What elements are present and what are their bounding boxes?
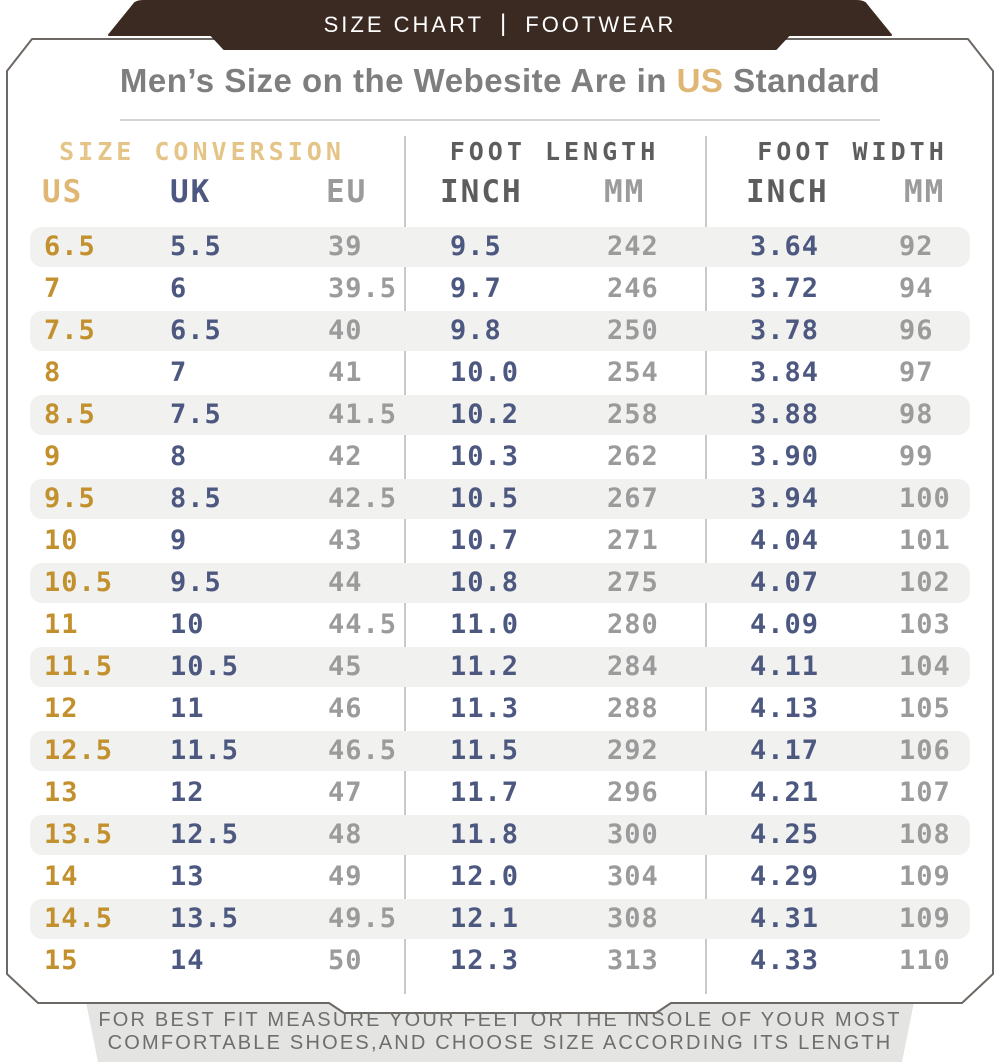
table-row: [30, 227, 970, 267]
table-cell: 104: [899, 651, 951, 682]
table-row: [30, 605, 970, 645]
table-cell: 46: [328, 693, 363, 724]
table-cell: 10.3: [450, 441, 520, 472]
column-header-length-inch: INCH: [440, 174, 523, 210]
table-cell: 10.5: [450, 483, 520, 514]
table-cell: 11.7: [450, 777, 520, 808]
table-cell: 7.5: [170, 399, 222, 430]
table-cell: 9.5: [44, 483, 96, 514]
title-suffix: Standard: [723, 62, 881, 99]
table-cell: 284: [607, 651, 659, 682]
table-cell: 3.90: [750, 441, 820, 472]
table-cell: 4.21: [750, 777, 820, 808]
table-cell: 50: [328, 945, 363, 976]
table-row: [30, 857, 970, 897]
table-row: [30, 269, 970, 309]
table-cell: 108: [899, 819, 951, 850]
table-cell: 5.5: [170, 231, 222, 262]
table-cell: 11.0: [450, 609, 520, 640]
footer-note-line1: FOR BEST FIT MEASURE YOUR FEET OR THE INSOLE OF YOUR MOST: [98, 1009, 902, 1031]
table-cell: 44: [328, 567, 363, 598]
table-cell: 13: [44, 777, 79, 808]
table-cell: 39: [328, 231, 363, 262]
table-cell: 4.33: [750, 945, 820, 976]
column-header-us: US: [42, 174, 84, 210]
table-row: [30, 647, 970, 687]
table-cell: 8.5: [44, 399, 96, 430]
table-cell: 254: [607, 357, 659, 388]
table-cell: 109: [899, 903, 951, 934]
table-cell: 280: [607, 609, 659, 640]
table-cell: 9.5: [170, 567, 222, 598]
table-cell: 49.5: [328, 903, 398, 934]
table-cell: 12.5: [44, 735, 114, 766]
table-cell: 98: [899, 399, 934, 430]
table-cell: 3.84: [750, 357, 820, 388]
table-cell: 246: [607, 273, 659, 304]
table-cell: 13.5: [44, 819, 114, 850]
column-header-width-inch: INCH: [746, 174, 829, 210]
table-cell: 14: [170, 945, 205, 976]
table-cell: 250: [607, 315, 659, 346]
table-cell: 103: [899, 609, 951, 640]
table-cell: 8: [44, 357, 62, 388]
table-cell: 10.2: [450, 399, 520, 430]
table-row: [30, 899, 970, 939]
table-cell: 11: [44, 609, 79, 640]
table-cell: 288: [607, 693, 659, 724]
table-cell: 10.5: [170, 651, 240, 682]
table-cell: 11.2: [450, 651, 520, 682]
table-row: [30, 437, 970, 477]
title-underline: [120, 119, 880, 121]
table-cell: 106: [899, 735, 951, 766]
table-cell: 13: [170, 861, 205, 892]
footer-note-line2: COMFORTABLE SHOES,AND CHOOSE SIZE ACCORDING ITS LENGTH: [107, 1032, 893, 1054]
footer-note: [0, 1009, 1000, 1055]
table-cell: 10: [170, 609, 205, 640]
table-cell: 45: [328, 651, 363, 682]
table-cell: 47: [328, 777, 363, 808]
table-cell: 7.5: [44, 315, 96, 346]
table-cell: 304: [607, 861, 659, 892]
table-row: [30, 731, 970, 771]
banner-left-label: SIZE CHART: [323, 12, 485, 37]
table-cell: 46.5: [328, 735, 398, 766]
table-cell: 7: [44, 273, 62, 304]
table-cell: 15: [44, 945, 79, 976]
table-cell: 12: [170, 777, 205, 808]
table-cell: 49: [328, 861, 363, 892]
table-cell: 4.09: [750, 609, 820, 640]
table-cell: 4.11: [750, 651, 820, 682]
table-cell: 4.29: [750, 861, 820, 892]
table-cell: 10.5: [44, 567, 114, 598]
table-cell: 275: [607, 567, 659, 598]
table-cell: 3.78: [750, 315, 820, 346]
table-cell: 3.64: [750, 231, 820, 262]
table-cell: 48: [328, 819, 363, 850]
table-cell: 8: [170, 441, 188, 472]
table-cell: 39.5: [328, 273, 398, 304]
table-cell: 296: [607, 777, 659, 808]
table-cell: 3.88: [750, 399, 820, 430]
table-cell: 99: [899, 441, 934, 472]
table-cell: 4.25: [750, 819, 820, 850]
table-cell: 40: [328, 315, 363, 346]
table-row: [30, 941, 970, 981]
table-cell: 3.94: [750, 483, 820, 514]
table-cell: 10.8: [450, 567, 520, 598]
table-cell: 11.8: [450, 819, 520, 850]
table-cell: 11.5: [450, 735, 520, 766]
table-cell: 3.72: [750, 273, 820, 304]
table-cell: 4.17: [750, 735, 820, 766]
table-cell: 14.5: [44, 903, 114, 934]
table-row: [30, 353, 970, 393]
table-cell: 12.0: [450, 861, 520, 892]
table-cell: 12: [44, 693, 79, 724]
table-cell: 14: [44, 861, 79, 892]
table-cell: 13.5: [170, 903, 240, 934]
table-cell: 12.5: [170, 819, 240, 850]
table-cell: 10: [44, 525, 79, 556]
table-cell: 267: [607, 483, 659, 514]
table-cell: 42.5: [328, 483, 398, 514]
table-cell: 6.5: [44, 231, 96, 262]
table-cell: 4.04: [750, 525, 820, 556]
table-cell: 102: [899, 567, 951, 598]
table-cell: 44.5: [328, 609, 398, 640]
table-row: [30, 311, 970, 351]
table-cell: 12.1: [450, 903, 520, 934]
table-row: [30, 815, 970, 855]
banner-separator: |: [500, 10, 510, 37]
table-cell: 258: [607, 399, 659, 430]
table-cell: 7: [170, 357, 188, 388]
table-cell: 313: [607, 945, 659, 976]
table-cell: 94: [899, 273, 934, 304]
table-cell: 110: [899, 945, 951, 976]
table-cell: 12.3: [450, 945, 520, 976]
table-cell: 4.31: [750, 903, 820, 934]
table-cell: 92: [899, 231, 934, 262]
table-row: [30, 773, 970, 813]
table-cell: 292: [607, 735, 659, 766]
table-cell: 9.8: [450, 315, 502, 346]
table-cell: 97: [899, 357, 934, 388]
table-cell: 105: [899, 693, 951, 724]
table-cell: 43: [328, 525, 363, 556]
table-cell: 10.0: [450, 357, 520, 388]
banner: [0, 7, 1000, 43]
table-cell: 6: [170, 273, 188, 304]
table-cell: 9: [44, 441, 62, 472]
table-cell: 308: [607, 903, 659, 934]
table-cell: 11.5: [44, 651, 114, 682]
column-header-length-mm: MM: [604, 174, 646, 210]
table-cell: 4.13: [750, 693, 820, 724]
table-cell: 10.7: [450, 525, 520, 556]
table-cell: 100: [899, 483, 951, 514]
table-cell: 11.5: [170, 735, 240, 766]
table-cell: 8.5: [170, 483, 222, 514]
group-header-foot-width: FOOT WIDTH: [757, 137, 948, 166]
table-cell: 11: [170, 693, 205, 724]
table-cell: 107: [899, 777, 951, 808]
table-cell: 9.7: [450, 273, 502, 304]
table-cell: 41.5: [328, 399, 398, 430]
table-cell: 11.3: [450, 693, 520, 724]
table-cell: 6.5: [170, 315, 222, 346]
table-cell: 271: [607, 525, 659, 556]
table-cell: 9.5: [450, 231, 502, 262]
table-cell: 96: [899, 315, 934, 346]
group-header-foot-length: FOOT LENGTH: [449, 137, 660, 166]
table-row: [30, 521, 970, 561]
column-header-uk: UK: [170, 174, 212, 210]
table-row: [30, 689, 970, 729]
title-highlight-us: US: [676, 62, 724, 99]
table-cell: 109: [899, 861, 951, 892]
table-cell: 9: [170, 525, 188, 556]
table-cell: 242: [607, 231, 659, 262]
table-cell: 300: [607, 819, 659, 850]
table-cell: 101: [899, 525, 951, 556]
page-title: [0, 62, 1000, 100]
group-header-size-conversion: SIZE CONVERSION: [59, 137, 345, 166]
table-cell: 42: [328, 441, 363, 472]
title-prefix: Men’s Size on the Webesite Are in: [119, 62, 677, 99]
column-header-width-mm: MM: [904, 174, 946, 210]
banner-right-label: FOOTWEAR: [525, 12, 677, 37]
table-cell: 4.07: [750, 567, 820, 598]
table-row: [30, 479, 970, 519]
table-row: [30, 395, 970, 435]
table-cell: 262: [607, 441, 659, 472]
table-cell: 41: [328, 357, 363, 388]
table-row: [30, 563, 970, 603]
column-header-eu: EU: [326, 174, 368, 210]
